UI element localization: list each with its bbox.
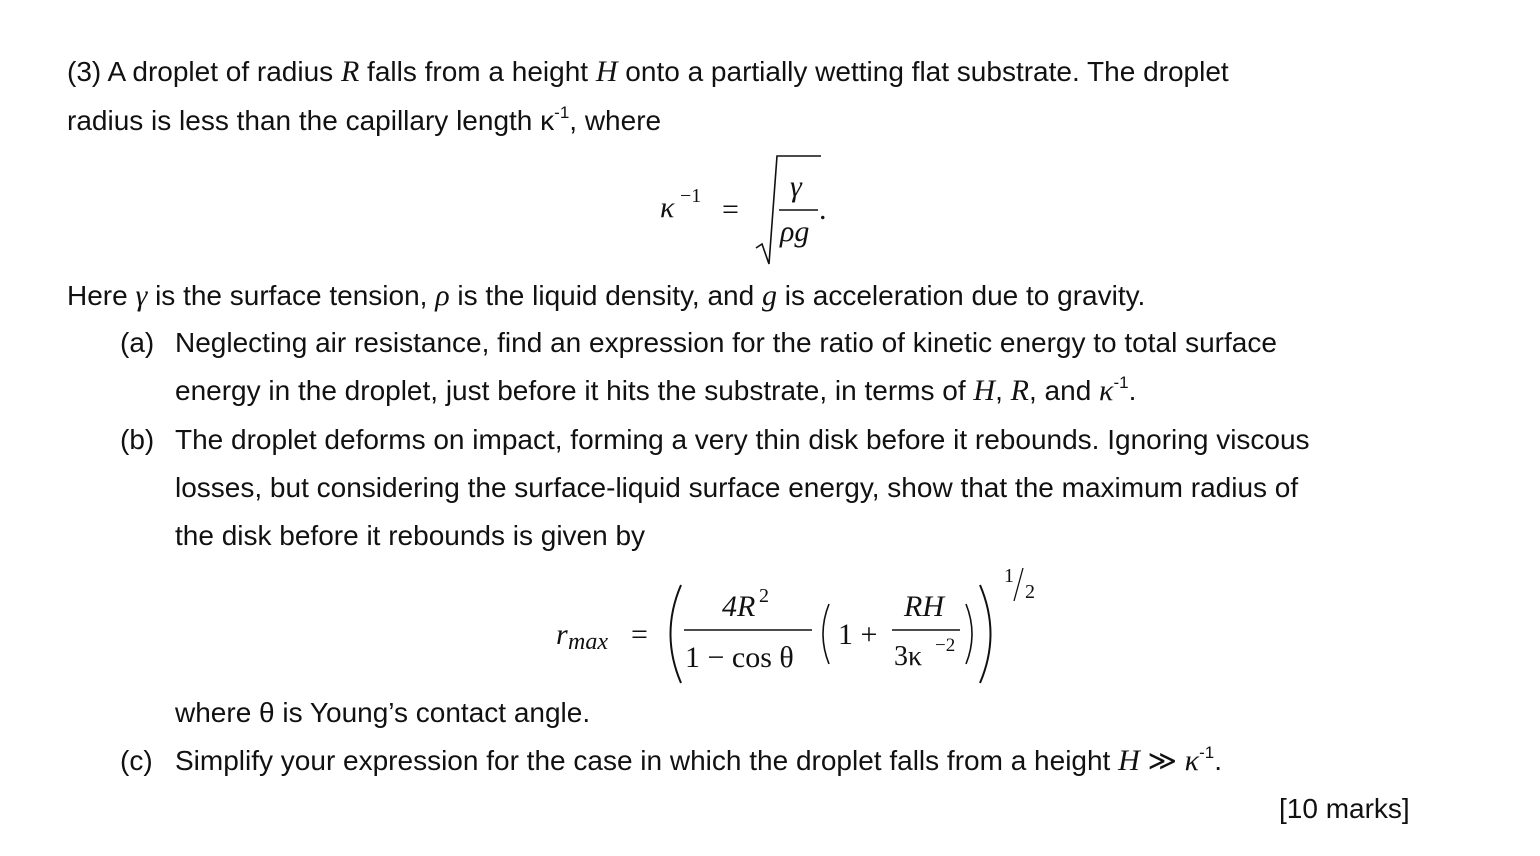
part-c-label: (c) [120, 745, 153, 776]
eq1-equals: = [722, 193, 739, 226]
var-rho: ρ [435, 279, 450, 312]
eq2-lhs-sub: max [568, 629, 608, 655]
eq2-exp-den: 2 [1025, 581, 1035, 603]
eq2-big-right-paren [980, 585, 991, 683]
marks-label: [10 marks] [1279, 793, 1410, 824]
definitions-line: Here γ is the surface tension, ρ is the liquid density, and g is acceleration due to gravity. [67, 279, 1146, 312]
eq2-frac2-den-sup: −2 [935, 635, 956, 656]
eq2-frac1-num: 4R [722, 590, 756, 623]
part-b-where-line: where θ is Young’s contact angle. [175, 697, 591, 728]
part-a-label: (a) [120, 327, 155, 358]
eq2-frac2-num: RH [904, 590, 944, 623]
part-b-line-2: losses, but considering the surface-liquid surface energy, show that the maximum radius of [175, 472, 1299, 503]
part-a-line-1: Neglecting air resistance, find an expression for the ratio of kinetic energy to total surface [175, 327, 1277, 358]
question-intro-line-1: (3) A droplet of radius R falls from a height H onto a partially wetting flat substrate. The droplet [67, 55, 1229, 88]
eq2-frac1-num-sup: 2 [759, 585, 769, 607]
eq1-denominator: ρg [780, 215, 810, 248]
question-label: (3) [67, 56, 102, 87]
eq2-frac2-den: 3κ [894, 641, 923, 672]
part-b-line-3: the disk before it rebounds is given by [175, 520, 646, 551]
part-b-label: (b) [120, 424, 155, 455]
eq2-frac1-den: 1 − cos θ [685, 641, 794, 674]
part-a-line-2: energy in the droplet, just before it hits the substrate, in terms of H, R, and $\kappa^{-1}$. [175, 373, 1137, 407]
eq1-lhs-sup: −1 [680, 185, 702, 207]
eq2-equals: = [631, 618, 648, 651]
eq1-numerator: γ [790, 170, 802, 203]
part-c-line: Simplify your expression for the case in which the droplet falls from a height H ≫ $\kappa^{-1}$. [175, 743, 1222, 777]
eq2-one-plus: 1 + [838, 618, 878, 651]
var-R: R [340, 55, 360, 88]
eq2-small-right-paren [966, 604, 972, 664]
part-b-line-1: The droplet deforms on impact, forming a very thin disk before it rebounds. Ignoring viscous [175, 424, 1310, 455]
eq2-small-left-paren [823, 604, 829, 664]
var-H: H [595, 55, 618, 88]
eq1-lhs: κ [660, 191, 675, 224]
eq2-lhs: r [556, 618, 568, 651]
question-intro-line-2: radius is less than the capillary length $\kappa^{-1}$, where [67, 103, 662, 136]
eq2-big-left-paren [671, 585, 682, 683]
var-g: g [761, 279, 777, 312]
eq1-period: . [819, 193, 827, 226]
eq2-exponent-slash [1014, 568, 1023, 601]
eq2-exp-num: 1 [1004, 565, 1014, 587]
var-gamma: γ [135, 279, 148, 312]
